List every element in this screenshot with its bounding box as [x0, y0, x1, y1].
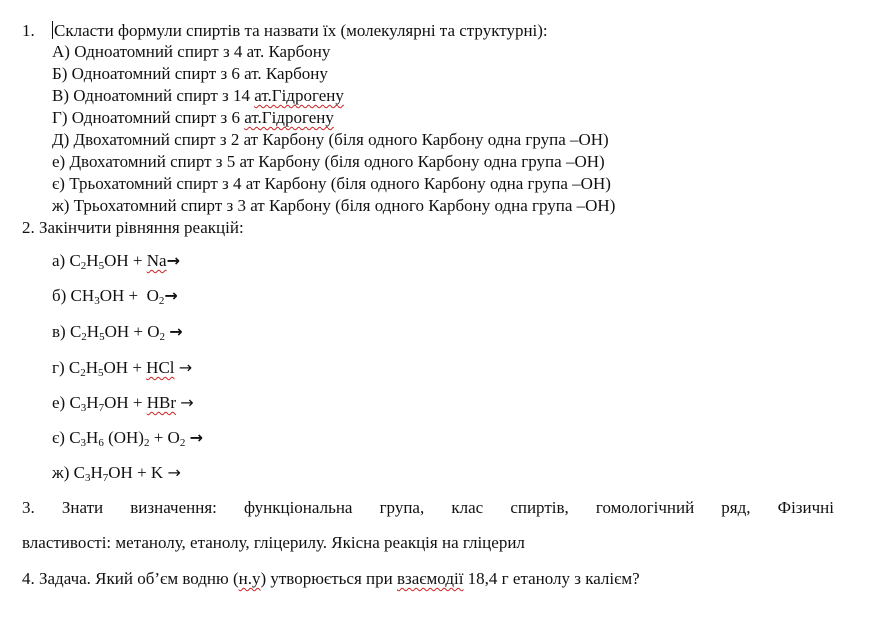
question-4	[22, 569, 640, 589]
reaction-ye: є) $C_3H_6$ $(OH)_2 + O_2$ →	[52, 428, 203, 449]
reaction-h: г) $C_2H_5OH$ + HCl →	[52, 358, 193, 379]
text-cursor	[52, 21, 53, 39]
spellcheck-word: взаємодії	[396, 569, 464, 588]
reaction-arrow-icon: →	[189, 428, 203, 447]
reaction-v: в) $C_2H_5OH + O_2$ →	[52, 322, 183, 343]
reaction-a: а) $C_2H_5OH + Na\to$	[52, 251, 180, 272]
reaction-arrow-icon: →	[180, 393, 194, 412]
question-3-line-2: властивості: метанолу, етанолу, гліцерилу. Якісна реакція на гліцерил	[22, 533, 525, 552]
question-1-title	[22, 21, 548, 41]
q1-item-a: А) Одноатомний спирт з 4 ат. Карбону	[52, 42, 331, 61]
question-3-line-1: 3. Знати визначення: функціональна група, клас спиртів, гомологічний ряд, Фізичні	[22, 498, 834, 517]
spellcheck-word: н.у	[238, 569, 261, 588]
q1-item-v-text: В) Одноатомний спирт з 14	[52, 86, 255, 105]
question-4-text-start: 4. Задача. Який об’єм водню (	[22, 569, 239, 588]
q1-item-e: е) Двохатомний спирт з 5 ат Карбону (біля одного Карбону одна група –ОН)	[52, 152, 605, 171]
question-4-text-end: 18,4 г етанолу з калієм?	[463, 569, 640, 588]
q1-item-h-text: Г) Одноатомний спирт з 6	[52, 108, 245, 127]
question-2-title: 2. Закінчити рівняння реакцій:	[22, 218, 244, 237]
reaction-arrow-icon: →	[169, 322, 183, 341]
q1-item-d: Д) Двохатомний спирт з 2 ат Карбону (біля одного Карбону одна група –ОН)	[52, 130, 609, 149]
q1-item-h	[52, 108, 334, 128]
question-1-text: Скласти формули спиртів та назвати їх (молекулярні та структурні):	[54, 21, 548, 40]
question-1-number: 1.	[22, 21, 35, 40]
q1-item-ye: є) Трьохатомний спирт з 4 ат Карбону (біля одного Карбону одна група –ОН)	[52, 174, 611, 193]
reaction-zh: ж) $C_3H_7OH + K$ →	[52, 463, 181, 484]
reaction-arrow-icon: →	[167, 463, 181, 482]
reaction-e: е) $C_3H_7OH$ + HBr →	[52, 393, 194, 414]
reaction-arrow-icon: →	[178, 358, 193, 377]
spellcheck-word: ат.Гідрогену	[254, 86, 344, 105]
reaction-arrow-icon: →	[164, 286, 178, 305]
reaction-arrow-icon: →	[166, 251, 180, 270]
spellcheck-word: ат.Гідрогену	[244, 108, 334, 127]
q1-item-zh: ж) Трьохатомний спирт з 3 ат Карбону (біля одного Карбону одна група –ОН)	[52, 196, 616, 215]
q1-item-v	[52, 86, 344, 106]
reaction-b: б) $CH_3OH + O_2\to$	[52, 286, 178, 307]
q1-item-b: Б) Одноатомний спирт з 6 ат. Карбону	[52, 64, 328, 83]
question-4-text-mid: ) утворюється при	[260, 569, 397, 588]
